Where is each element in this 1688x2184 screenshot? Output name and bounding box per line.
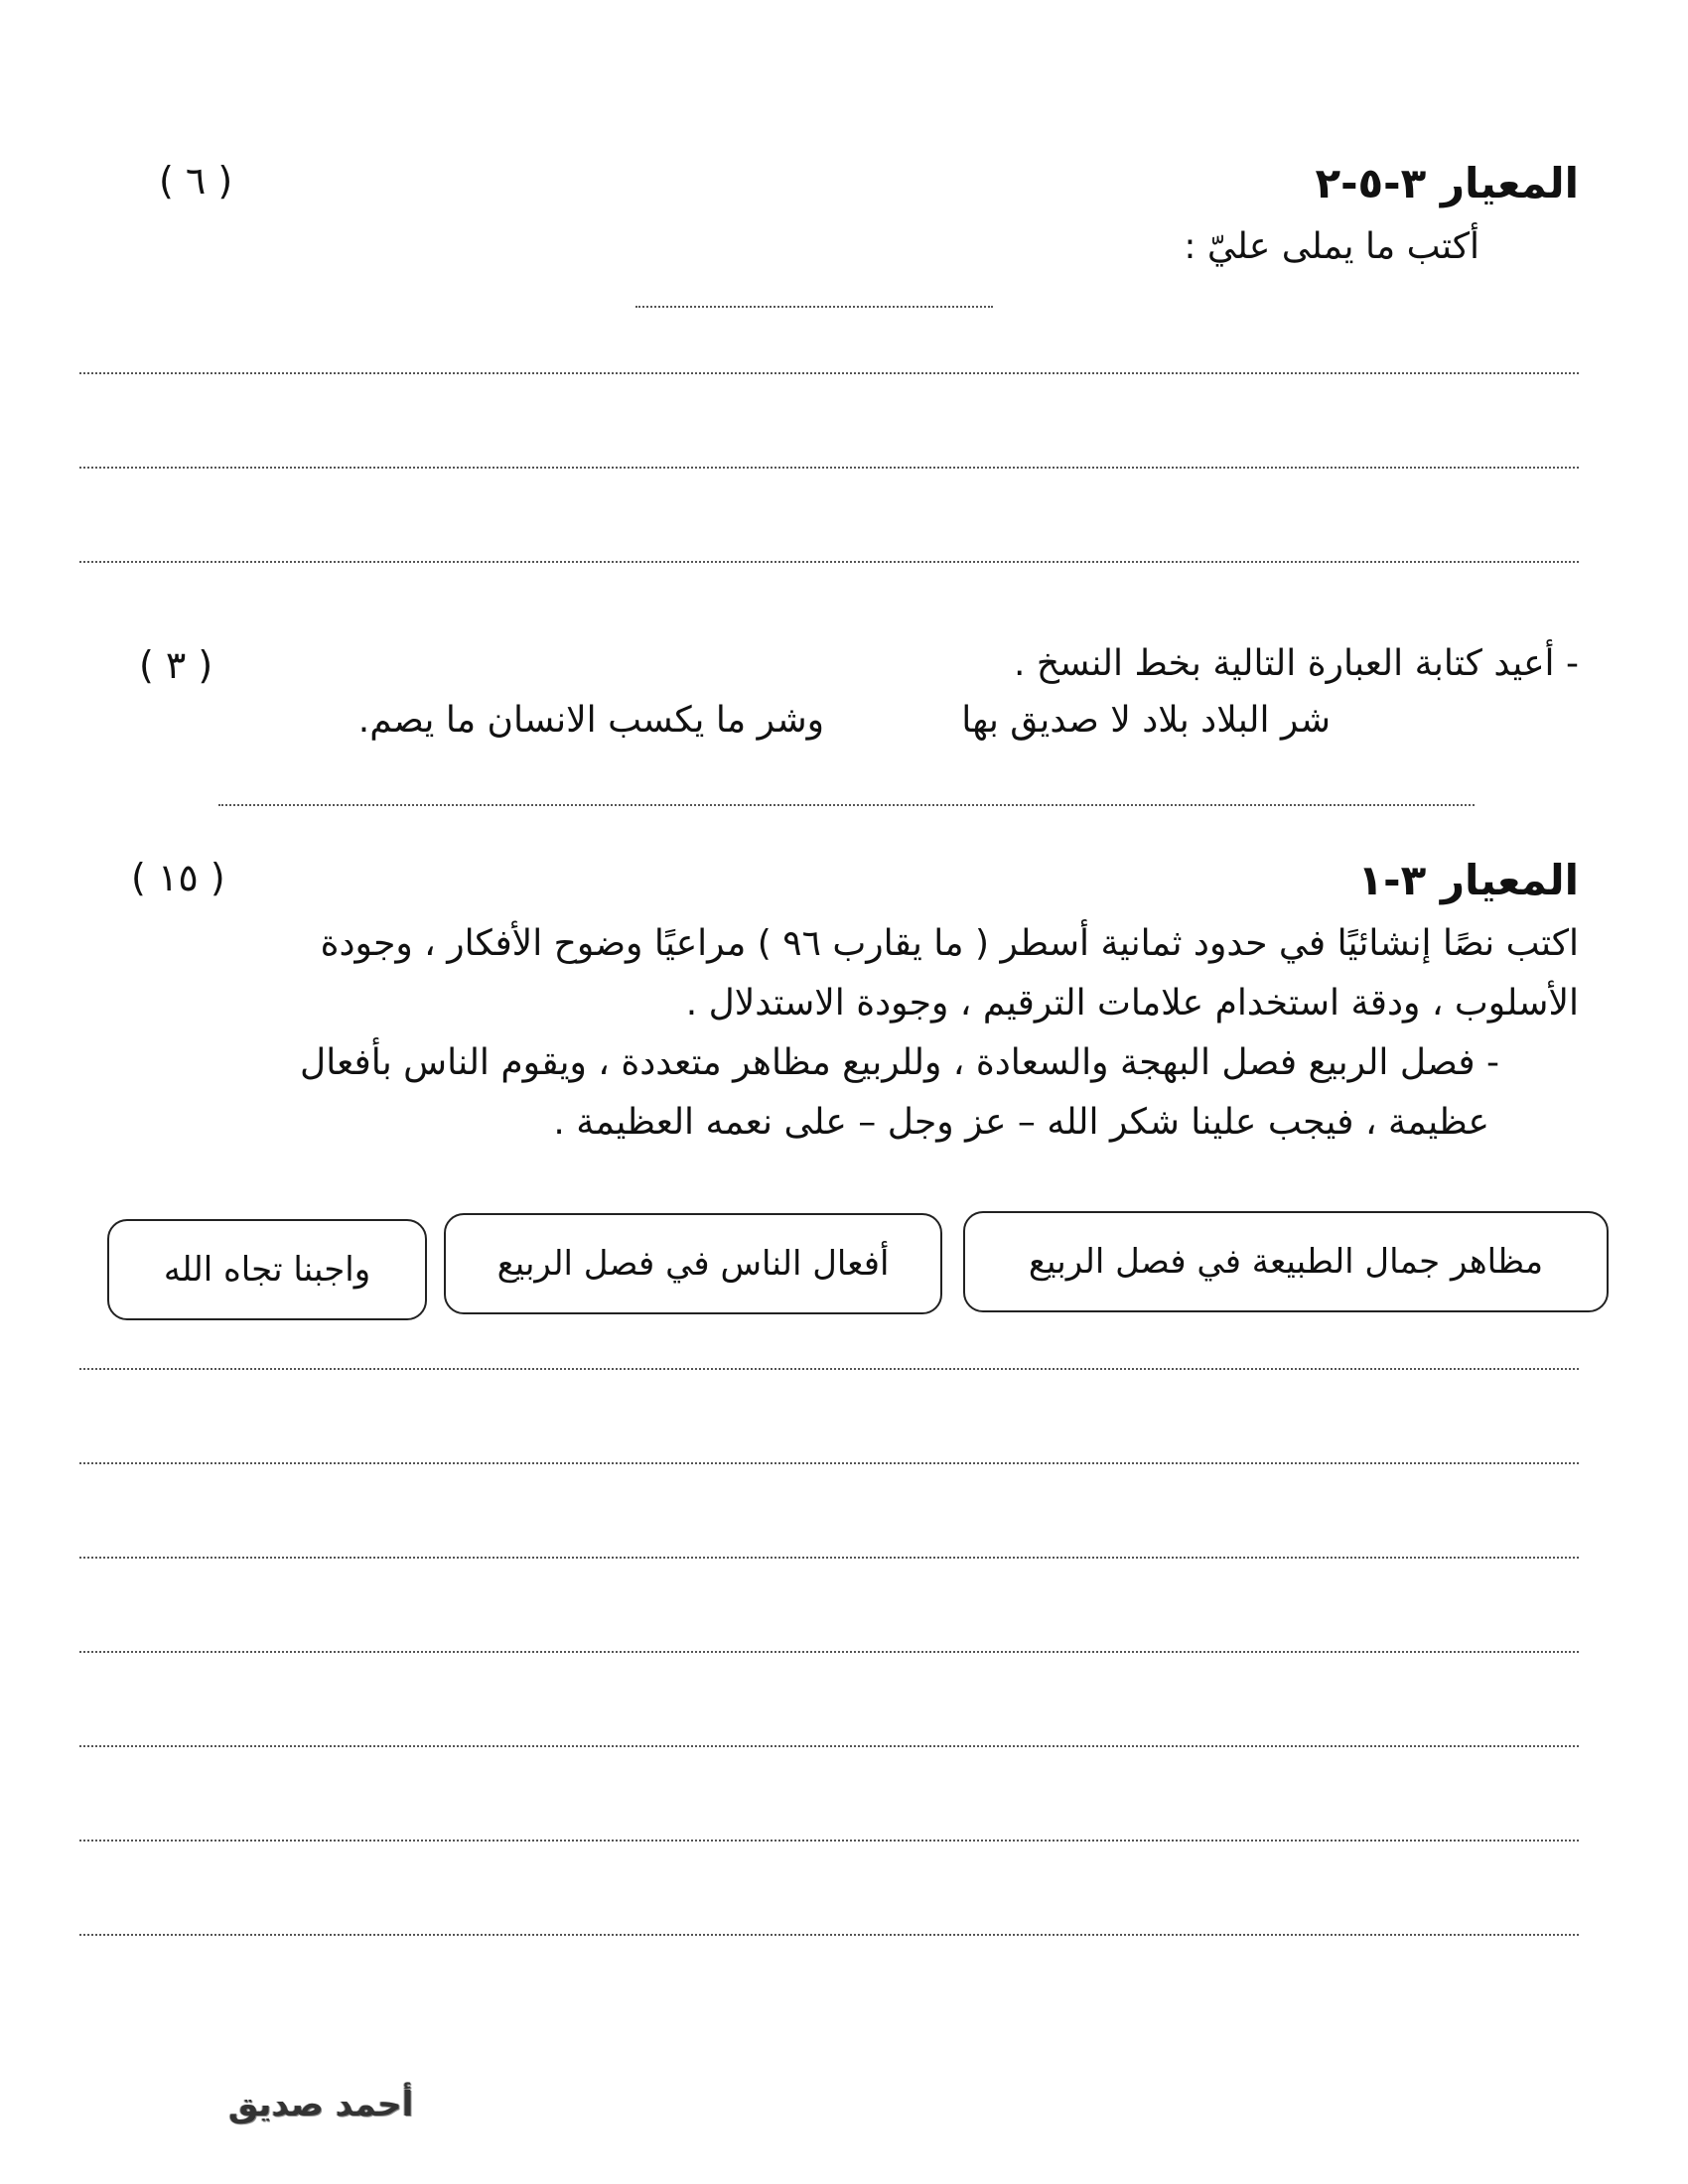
prompt-line-2: عظيمة ، فيجب علينا شكر الله – عز وجل – على نعمه العظيمة . [553,1102,1489,1143]
hint-label-duty: واجبنا تجاه الله [163,1250,371,1290]
hint-box-nature [963,1211,1609,1312]
essay-line-2[interactable] [79,1462,1579,1464]
instruction-3-line-2: الأسلوب ، ودقة استخدام علامات الترقيم ، وجودة الاستدلال . [685,983,1579,1024]
essay-line-7[interactable] [79,1934,1579,1936]
hint-label-people: أفعال الناس في فصل الربيع [496,1244,890,1284]
instruction-2: - أعيد كتابة العبارة التالية بخط النسخ . [1013,643,1579,684]
essay-line-3[interactable] [79,1557,1579,1559]
answer-line-short-1[interactable] [635,306,993,308]
hint-box-people [444,1213,942,1314]
phrase-part-1: شر البلاد بلاد لا صديق بها [961,700,1331,741]
standard-title-2: المعيار ٣-١ [1357,856,1579,904]
answer-line-3[interactable] [79,561,1579,563]
hint-label-nature: مظاهر جمال الطبيعة في فصل الربيع [1028,1242,1544,1282]
marks-3: ( ١٥ ) [131,856,225,899]
hint-box-duty [107,1219,427,1320]
essay-line-4[interactable] [79,1651,1579,1653]
essay-line-1[interactable] [79,1368,1579,1370]
author-signature: أحمد صديق [228,2085,414,2124]
prompt-line-1: - فصل الربيع فصل البهجة والسعادة ، وللربيع مظاهر متعددة ، ويقوم الناس بأفعال [300,1042,1499,1083]
marks-2: ( ٣ ) [139,643,213,687]
instruction-1: أكتب ما يملى عليّ : [1184,226,1479,267]
marks-1: ( ٦ ) [159,159,233,203]
answer-line-2[interactable] [79,467,1579,469]
answer-line-1[interactable] [79,372,1579,374]
phrase-part-2: وشر ما يكسب الانسان ما يصم. [357,700,824,741]
answer-line-4[interactable] [218,804,1475,806]
standard-title-1: المعيار ٣-٥-٢ [1315,159,1579,207]
instruction-3-line-1: اكتب نصًا إنشائيًا في حدود ثمانية أسطر ( ما يقارب ٩٦ ) مراعيًا وضوح الأفكار ، وجودة [320,923,1579,964]
essay-line-6[interactable] [79,1840,1579,1842]
essay-line-5[interactable] [79,1745,1579,1747]
